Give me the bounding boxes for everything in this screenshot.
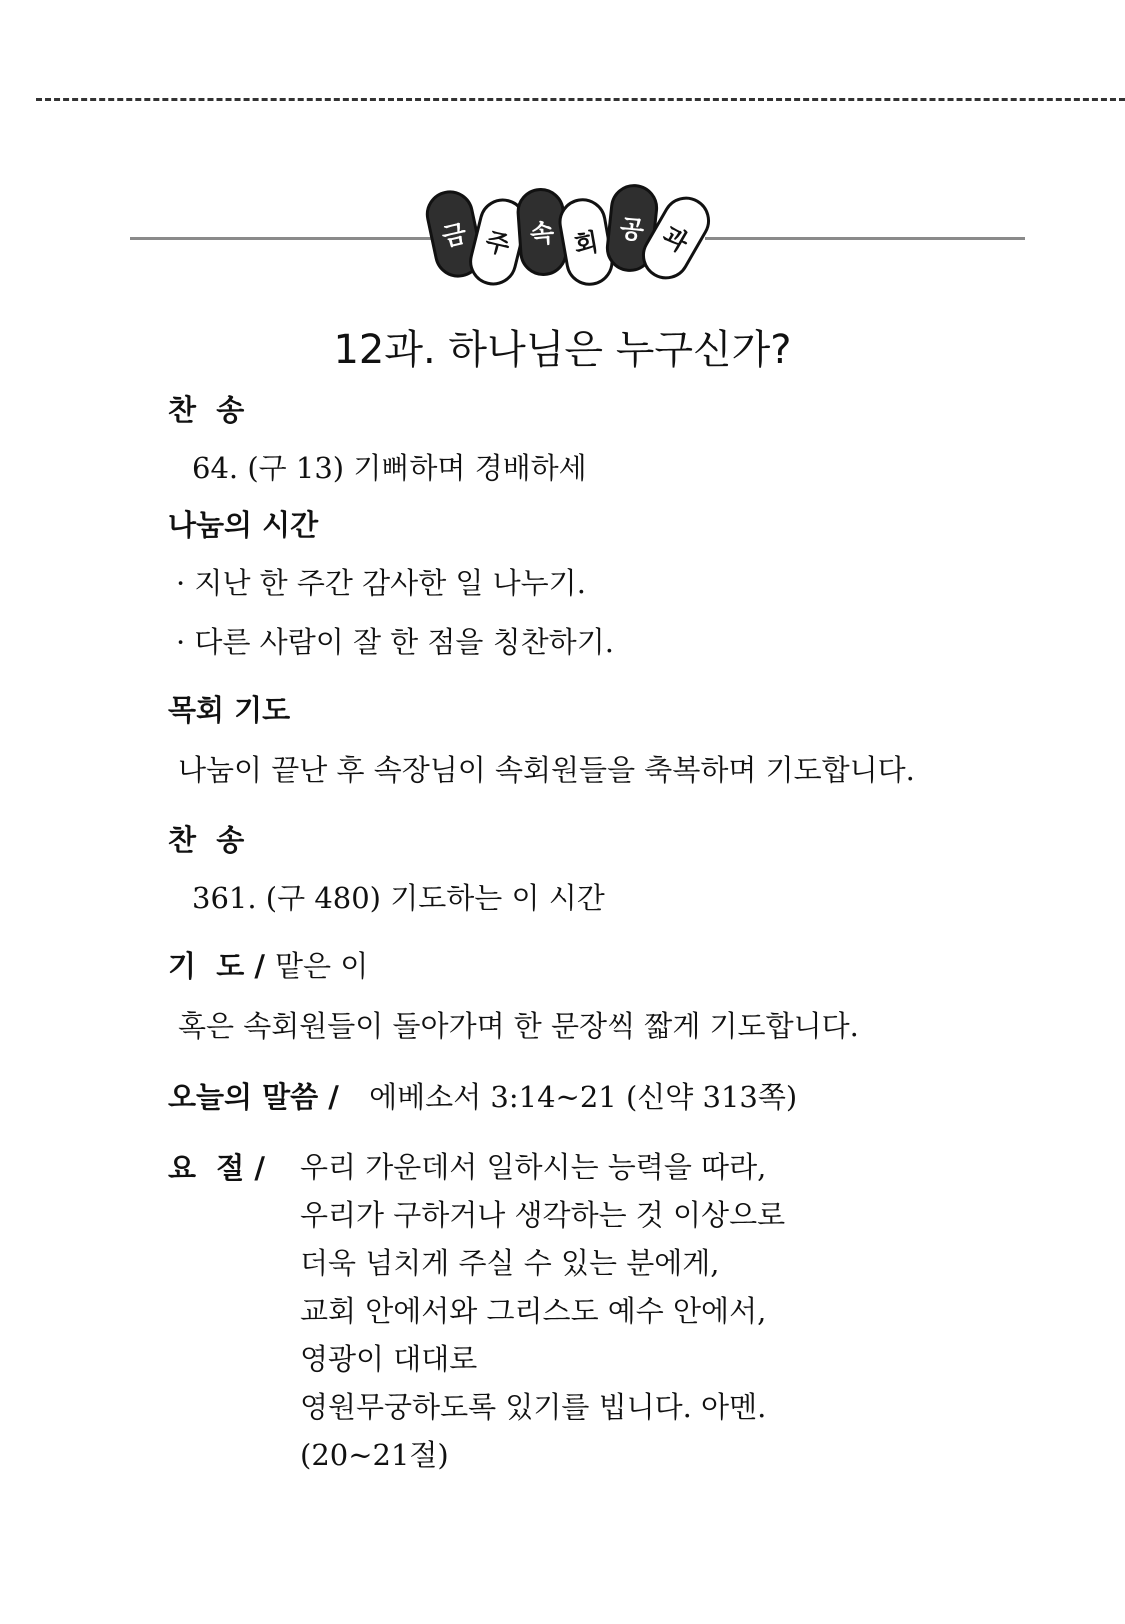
sharing-heading: 나눔의 시간 <box>168 508 319 542</box>
prayer-text: 혹은 속회원들이 돌아가며 한 문장씩 짧게 기도합니다. <box>178 1009 859 1043</box>
banner-line-left <box>130 237 448 240</box>
banner-pills <box>430 188 720 288</box>
key-verse-text <box>300 1143 785 1479</box>
key-verse-heading: 요 절 / <box>168 1151 265 1185</box>
key-verse-line-6: 영원무궁하도록 있기를 빕니다. 아멘. <box>300 1390 767 1424</box>
sharing-item-1: · 지난 한 주간 감사한 일 나누기. <box>176 566 586 600</box>
weekly-class-banner <box>130 188 1025 288</box>
lesson-title: 12과. 하나님은 누구신가? <box>333 327 792 373</box>
key-verse-line-7: (20~21절) <box>300 1438 449 1472</box>
key-verse-line-5: 영광이 대대로 <box>300 1342 478 1376</box>
hymn-text-1: 64. (구 13) 기뻐하며 경배하세 <box>192 451 587 485</box>
key-verse-line-2: 우리가 구하거나 생각하는 것 이상으로 <box>300 1198 786 1232</box>
key-verse-line-4: 교회 안에서와 그리스도 예수 안에서, <box>300 1294 767 1328</box>
banner-pill-1: 금 <box>421 186 486 282</box>
todays-word-reference: 에베소서 3:14~21 (신약 313쪽) <box>369 1080 798 1114</box>
hymn-text-2: 361. (구 480) 기도하는 이 시간 <box>192 881 605 915</box>
prayer-heading: 기 도 / 맡은 이 <box>168 949 369 983</box>
pastoral-prayer-text: 나눔이 끝난 후 속장님이 속회원들을 축복하며 기도합니다. <box>178 753 915 787</box>
key-verse-line-3: 더욱 넘치게 주실 수 있는 분에게, <box>300 1246 720 1280</box>
top-dashed-divider <box>36 98 1125 101</box>
banner-pill-6: 과 <box>633 188 719 288</box>
pastoral-prayer-heading: 목회 기도 <box>168 693 291 727</box>
hymn-heading-1: 찬 송 <box>168 393 245 427</box>
banner-pill-5: 공 <box>604 182 661 275</box>
sharing-item-2: · 다른 사람이 잘 한 점을 칭찬하기. <box>176 625 614 659</box>
prayer-leader: 맡은 이 <box>275 949 369 983</box>
hymn-heading-2: 찬 송 <box>168 823 245 857</box>
banner-pill-4: 회 <box>555 195 618 290</box>
banner-pill-2: 주 <box>464 194 532 291</box>
banner-pill-3: 속 <box>515 186 569 277</box>
todays-word-heading: 오늘의 말씀 / 에베소서 3:14~21 (신약 313쪽) <box>168 1080 798 1114</box>
banner-line-right <box>705 237 1025 240</box>
key-verse-line-1: 우리 가운데서 일하시는 능력을 따라, <box>300 1150 767 1184</box>
